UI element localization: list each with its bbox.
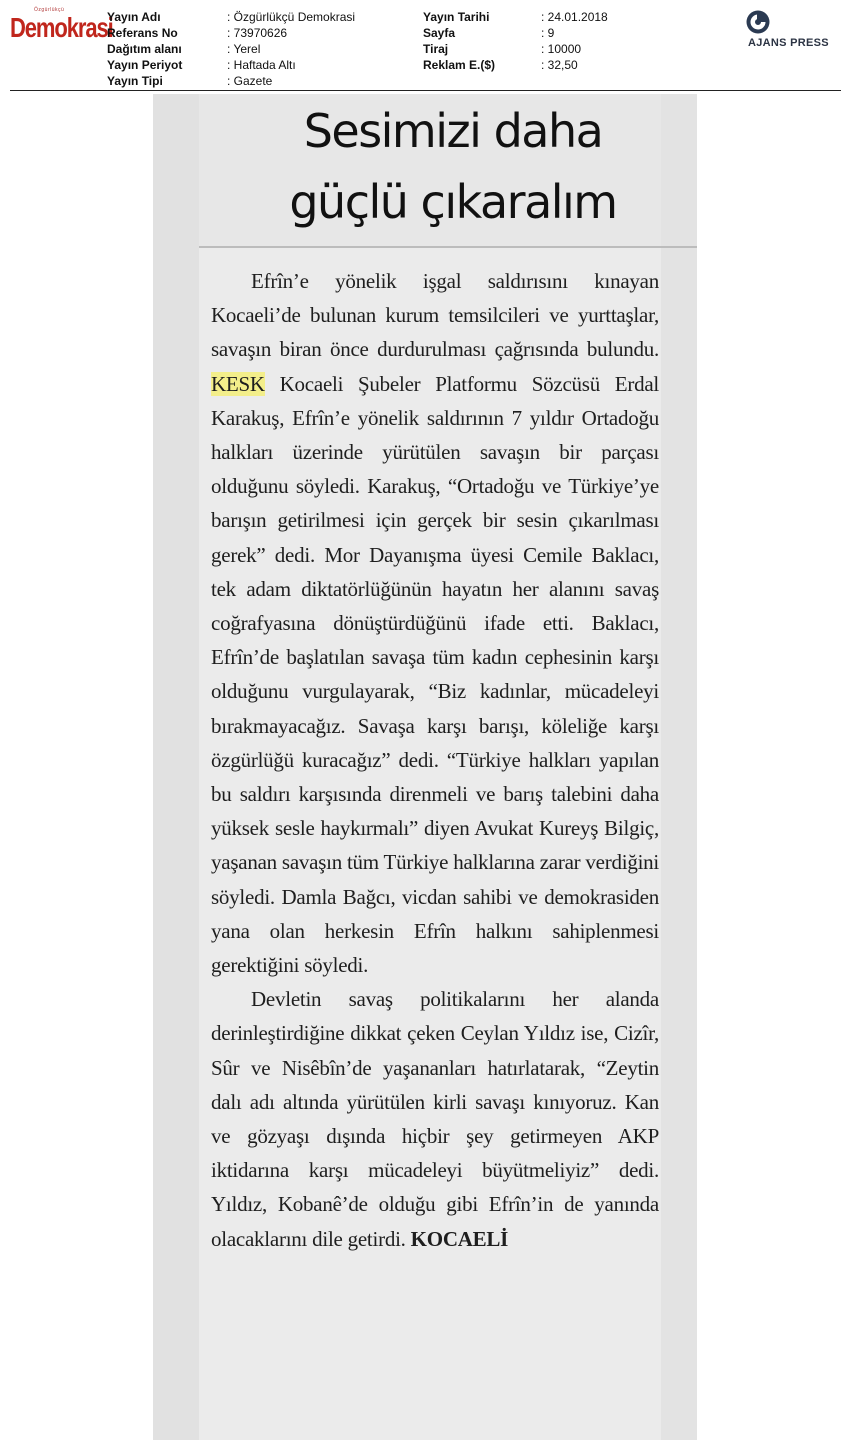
meta-label: Reklam E.($) [423,58,496,72]
paragraph-text: Efrîn’e yönelik işgal saldırısını kınayan Kocaeli’de bulunan kurum temsilcileri ve yurttaşlar, savaşın biran önce durdurulması çağrısında bulundu. [211,269,659,362]
neighbor-column-right [661,94,697,1440]
paragraph-text: Kocaeli Şubeler Platformu Sözcüsü Erdal Karakuş, Efrîn’e yönelik saldırının 7 yıldır Ortadoğu halkları üzerinde yürütülen savaşın bir parçası olduğunu söyledi. Karakuş, “Ortadoğu ve Türkiye’ye barışın getirilmesi için gerçek bir sesin çıkarılması gerek” dedi. Mor Dayanışma üyesi Cemile Baklacı, tek adam diktatörlüğünün hayatın her alanını savaş coğrafyasına dönüştürdüğünü ifade etti. Baklacı, Efrîn’de başlatılan savaşa tüm kadın cephesinin karşı olduğunu vurgulayarak, “Biz kadınlar, mücadeleyi bırakmayacağız. Savaşa karşı barışı, köleliğe karşı özgürlüğü kuracağız” dedi. “Türkiye halkları yapılan bu saldırı karşısında direnmeli ve barış talebini daha yüksek sesle haykırmalı” diyen Avukat Kureyş Bilgiç, yaşanan savaşın tüm Türkiye halklarına zarar verdiğini söyledi. Damla Bağcı, vicdan sahibi ve demokrasiden yana olan herkesin Efrîn halkını sahiplenmesi gerektiğini söyledi. [211,371,659,978]
meta-label: Referans No [107,26,178,40]
meta-row [107,25,355,41]
header-divider [10,90,841,91]
meta-row [107,57,355,73]
paragraph-text: Devletin savaş politikalarını her alanda derinleştirdiğine dikkat çeken Ceylan Yıldız ise, Cizîr, Sûr ve Nisêbîn’de yaşananları hatırlatarak, “Zeytin dalı adı altında yürütülen kirli savaşı kınıyoruz. Kan ve gözyaşı dışında hiçbir şey getirmeyen AKP iktidarına karşı mücadeleyi büyütmeliyiz” dedi. Yıldız, Kobanê’de olduğu gibi Efrîn’in de yanında olacaklarını dile getirdi. [211,987,659,1251]
meta-value: : Yerel [227,42,261,56]
headline-divider [199,246,697,248]
publication-logo-text: Demokrasi [10,12,113,44]
article-signoff: KOCAELİ [410,1226,509,1251]
article-body [211,264,659,1256]
publication-logo-small: Özgürlükçü [34,7,65,13]
meta-label: Tiraj [423,42,449,56]
ajans-press-logo-icon [746,10,770,34]
meta-label: Sayfa [423,26,456,40]
meta-label: Yayın Tipi [107,74,163,88]
meta-value: : 73970626 [227,26,288,40]
neighbor-column-left [153,94,199,1440]
meta-label: Yayın Adı [107,10,161,24]
meta-row [423,41,608,57]
meta-label: Dağıtım alanı [107,42,182,56]
agency-logo [740,8,840,52]
newspaper-clipping [153,94,697,1440]
meta-value: : 10000 [541,42,582,56]
meta-row [107,9,355,25]
meta-row [423,9,608,25]
meta-right [423,9,608,73]
meta-label: Yayın Periyot [107,58,183,72]
meta-value: : Haftada Altı [227,58,296,72]
meta-value: : 9 [541,26,555,40]
meta-value: : Gazete [227,74,273,88]
article-paragraph [211,982,659,1256]
meta-row [423,57,608,73]
meta-row [423,25,608,41]
article-paragraph [211,264,659,982]
agency-name: AJANS PRESS [748,37,829,49]
meta-value: : Özgürlükçü Demokrasi [227,10,356,24]
meta-value: : 24.01.2018 [541,10,608,24]
highlighted-keyword: KESK [211,371,265,396]
publication-logo [10,7,113,46]
meta-left [107,9,355,89]
meta-value: : 32,50 [541,58,578,72]
clipping-header [0,0,850,92]
meta-row [107,73,355,89]
meta-label: Yayın Tarihi [423,10,490,24]
meta-row [107,41,355,57]
article-headline: Sesimizi daha güçlü çıkaralım [289,104,617,229]
